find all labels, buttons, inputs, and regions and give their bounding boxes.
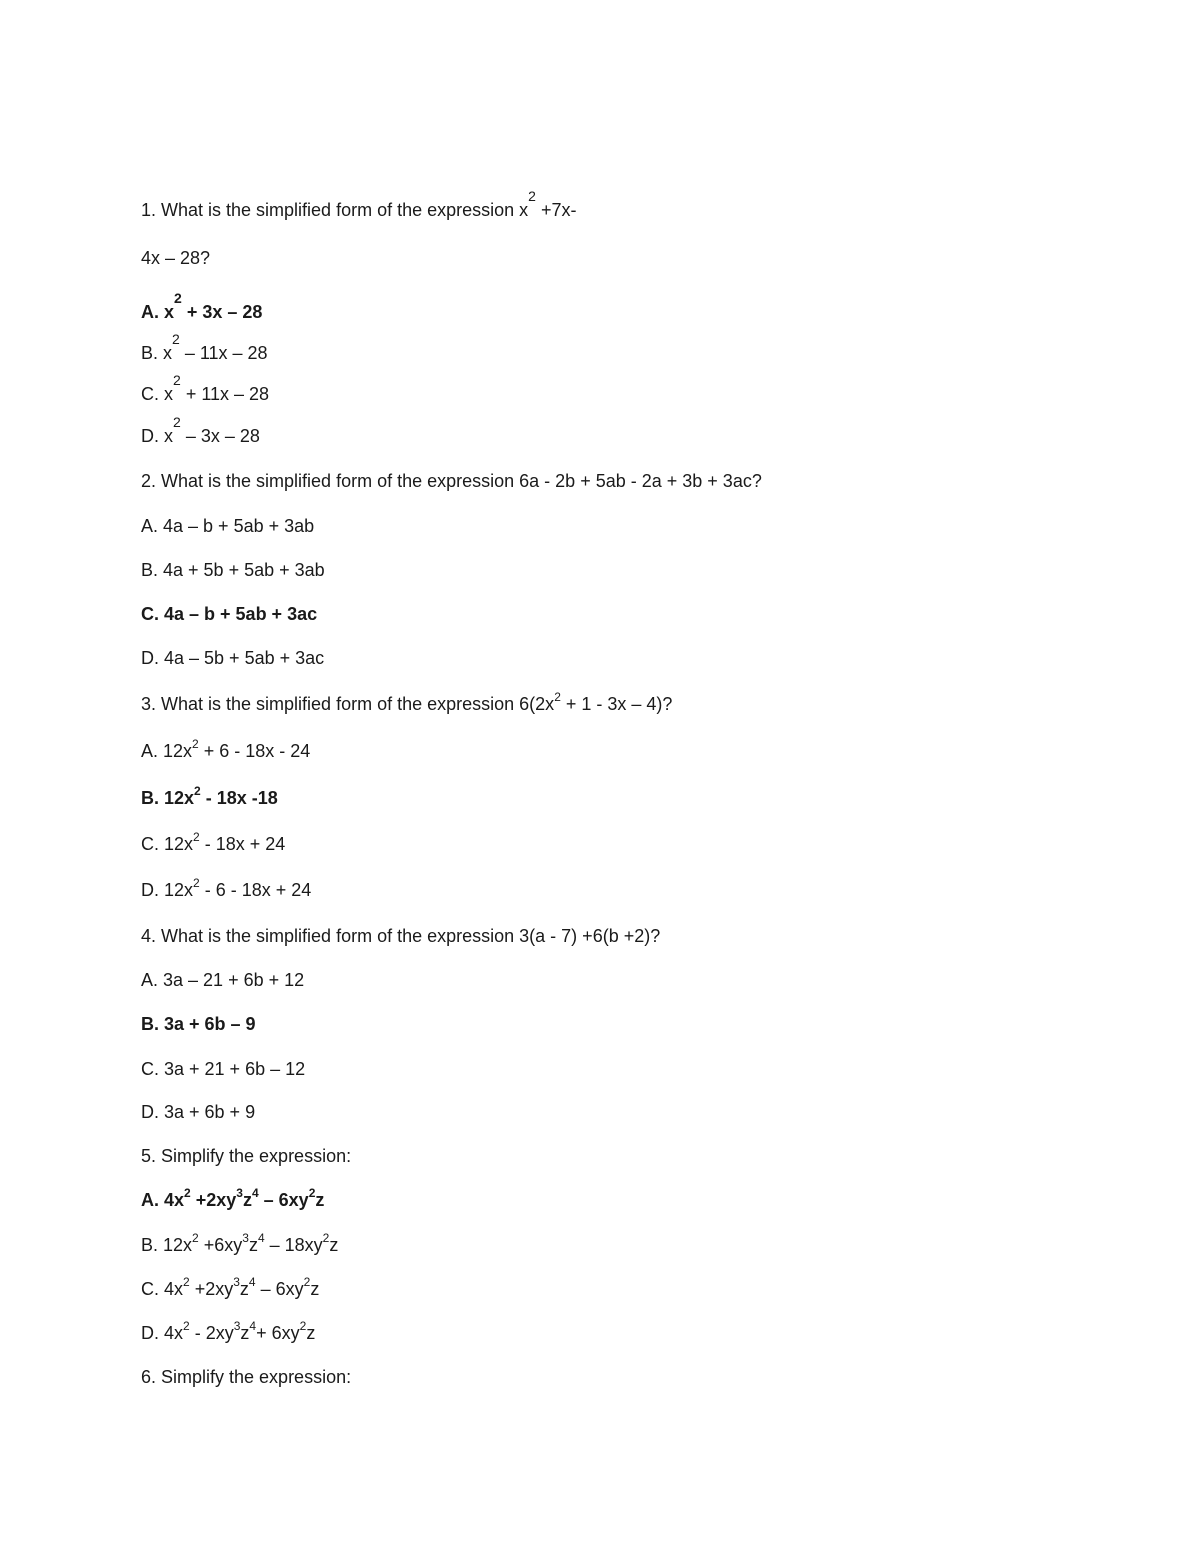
- q2-option-b: B. 4a + 5b + 5ab + 3ab: [141, 560, 325, 580]
- question-1-stem: [141, 188, 577, 222]
- q4-option-a: A. 3a – 21 + 6b + 12: [141, 970, 305, 990]
- q2-option-a: A. 4a – b + 5ab + 3ab: [141, 516, 315, 536]
- question-5-stem: 5. Simplify the expression:: [141, 1146, 352, 1166]
- q5-option-b: B. $12x^2 +6xy^3z^4 - 18xy^2z$: [141, 1231, 339, 1255]
- question-1-stem-line2: 4x – 28?: [141, 248, 211, 268]
- question-3-stem: 3. What is the simplified form of the expression $6(2x^2 + 1 - 3x - 4)$?: [141, 690, 673, 714]
- q1-stem-text-a: 1. What is the simplified form of the expression x: [141, 200, 529, 220]
- q1-option-c: C. $x^2 + 11x - 28$: [141, 372, 270, 404]
- q5-option-a: A. $4x^2 +2xy^3z^4 - 6xy^2z$: [141, 1186, 325, 1210]
- q1-stem-exponent: 2: [528, 188, 536, 204]
- q1-option-d: D. $x^2 - 3x - 28$: [141, 414, 260, 446]
- q2-option-d: D. 4a – 5b + 5ab + 3ac: [141, 648, 325, 668]
- q4-option-d: D. 3a + 6b + 9: [141, 1102, 256, 1122]
- q1-option-a: A. $x^2 + 3x - 28$: [141, 290, 263, 322]
- q5-option-c: C. $4x^2 +2xy^3z^4 - 6xy^2z$: [141, 1275, 320, 1299]
- q2-option-c: C. 4a – b + 5ab + 3ac: [141, 604, 318, 624]
- q3-option-b: B. $12x^2 - 18x$ -18: [141, 784, 278, 808]
- q3-option-a: A. $12x^2 + 6 - 18x - 24$: [141, 737, 311, 761]
- q3-option-d: D. $12x^2 - 6 - 18x + 24$: [141, 876, 312, 900]
- q4-option-c: C. 3a + 21 + 6b – 12: [141, 1059, 306, 1079]
- q5-option-d: D. $4x^2 - 2xy^3z^4+ 6xy^2z$: [141, 1319, 316, 1343]
- q1-stem-text-b: +7x-: [535, 200, 577, 220]
- question-4-stem: 4. What is the simplified form of the expression 3(a - 7) +6(b +2)?: [141, 926, 661, 946]
- q4-option-b: B. 3a + 6b – 9: [141, 1014, 256, 1034]
- q3-option-c: C. $12x^2 - 18x + 24$: [141, 830, 286, 854]
- q1-option-b: B. $x^2 - 11x - 28$: [141, 331, 268, 363]
- question-6-stem: 6. Simplify the expression:: [141, 1367, 352, 1387]
- question-2-stem: 2. What is the simplified form of the expression 6a - 2b + 5ab - 2a + 3b + 3ac?: [141, 471, 762, 491]
